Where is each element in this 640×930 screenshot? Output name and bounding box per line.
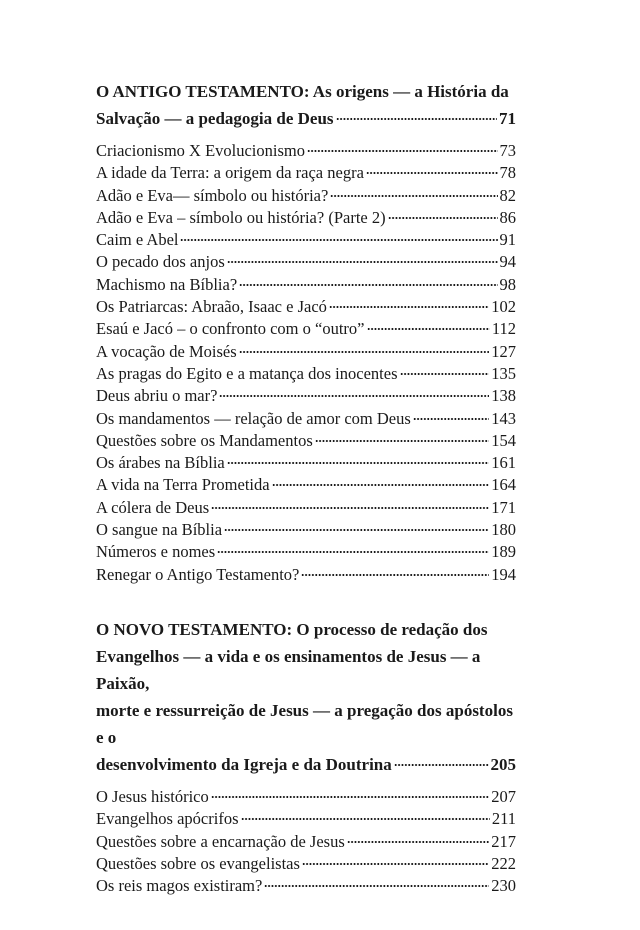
- dot-leader: [367, 327, 490, 331]
- toc-entry-title: Questões sobre a encarnação de Jesus: [96, 831, 345, 851]
- page-number: 98: [499, 274, 516, 294]
- toc-entry-title: Questões sobre os evangelistas: [96, 853, 300, 873]
- page-number: 154: [491, 430, 516, 450]
- section-heading-line: O ANTIGO TESTAMENTO: As origens — a História da: [96, 82, 509, 101]
- page-number: 94: [499, 252, 516, 272]
- section-heading-line: morte e ressurreição de Jesus — a pregação dos apóstolos e o: [96, 700, 513, 747]
- page-number: 222: [491, 853, 516, 873]
- toc-entry-title: Números e nomes: [96, 542, 216, 562]
- dot-leader: [330, 194, 497, 198]
- section-heading-line: Evangelhos — a vida e os ensinamentos de Jesus — a Paixão,: [96, 646, 481, 693]
- dot-leader: [400, 372, 490, 376]
- toc-entry[interactable]: [96, 385, 516, 407]
- toc-entry[interactable]: [96, 363, 516, 385]
- dot-leader: [239, 283, 497, 287]
- section-heading-title: Salvação — a pedagogia de Deus: [96, 109, 334, 128]
- toc-entry[interactable]: [96, 162, 516, 184]
- dot-leader: [347, 840, 489, 844]
- dot-leader: [224, 528, 489, 532]
- dot-leader: [394, 763, 489, 767]
- page-number: 135: [491, 363, 516, 383]
- toc-entry-title: O pecado dos anjos: [96, 252, 225, 272]
- dot-leader: [239, 350, 490, 354]
- dot-leader: [219, 394, 489, 398]
- table-of-contents: [96, 78, 516, 927]
- toc-entry-title: Adão e Eva – símbolo ou história? (Parte 2): [96, 207, 386, 227]
- dot-leader: [211, 506, 489, 510]
- toc-entry-title: Evangelhos apócrifos: [96, 809, 239, 829]
- toc-entry-title: O sangue na Bíblia: [96, 520, 223, 540]
- toc-entry-title: Esaú e Jacó – o confronto com o “outro”: [96, 319, 365, 339]
- page-number: 207: [491, 786, 516, 806]
- page-number: 171: [491, 497, 516, 517]
- page-number: 78: [499, 163, 516, 183]
- toc-section: [96, 78, 516, 586]
- dot-leader: [241, 817, 490, 821]
- toc-entry[interactable]: [96, 875, 516, 897]
- dot-leader: [227, 260, 498, 264]
- page-number: 217: [491, 831, 516, 851]
- page-number: 102: [491, 297, 516, 317]
- toc-entry[interactable]: [96, 207, 516, 229]
- section-heading: [96, 78, 516, 132]
- toc-entry-title: Os mandamentos — relação de amor com Deus: [96, 408, 411, 428]
- toc-entry-title: Caim e Abel: [96, 230, 179, 250]
- toc-entry-title: Questões sobre os Mandamentos: [96, 430, 313, 450]
- section-heading-title: desenvolvimento da Igreja e da Doutrina: [96, 754, 392, 774]
- toc-entry[interactable]: [96, 408, 516, 430]
- toc-entry[interactable]: [96, 519, 516, 541]
- page-number: 73: [499, 141, 516, 160]
- toc-entry[interactable]: [96, 318, 516, 340]
- toc-entry[interactable]: [96, 140, 516, 162]
- dot-leader: [336, 117, 497, 121]
- toc-entry[interactable]: [96, 474, 516, 496]
- section-heading-line: O NOVO TESTAMENTO: O processo de redação dos: [96, 619, 488, 639]
- dot-leader: [301, 573, 489, 577]
- section-heading-entry[interactable]: [96, 105, 516, 132]
- toc-entry-title: As pragas do Egito e a matança dos inocentes: [96, 363, 398, 383]
- dot-leader: [180, 238, 497, 242]
- page-number: 127: [491, 341, 516, 361]
- toc-entry-title: O Jesus histórico: [96, 786, 209, 806]
- toc-entry-title: A vida na Terra Prometida: [96, 475, 270, 495]
- section-heading: [96, 616, 516, 778]
- page-number: 82: [499, 185, 516, 205]
- dot-leader: [217, 550, 489, 554]
- section-heading-entry[interactable]: [96, 751, 516, 778]
- page-number: 189: [491, 542, 516, 562]
- page-number: 230: [491, 876, 516, 896]
- toc-entry[interactable]: [96, 274, 516, 296]
- toc-entry[interactable]: [96, 251, 516, 273]
- page-number: 138: [491, 386, 516, 406]
- toc-entry[interactable]: [96, 497, 516, 519]
- dot-leader: [388, 216, 498, 220]
- dot-leader: [211, 795, 490, 799]
- page-number: 180: [491, 520, 516, 540]
- dot-leader: [272, 483, 490, 487]
- toc-entry-title: Deus abriu o mar?: [96, 386, 218, 406]
- page-number: 205: [490, 754, 516, 774]
- toc-entry-title: Renegar o Antigo Testamento?: [96, 564, 300, 584]
- toc-entry[interactable]: [96, 229, 516, 251]
- dot-leader: [329, 305, 489, 309]
- toc-section: [96, 616, 516, 897]
- toc-entry-title: A idade da Terra: a origem da raça negra: [96, 163, 364, 183]
- toc-entry[interactable]: [96, 185, 516, 207]
- toc-entry-list: [96, 140, 516, 586]
- page-number: 211: [491, 809, 516, 829]
- toc-entry[interactable]: [96, 786, 516, 808]
- dot-leader: [366, 171, 498, 175]
- toc-entry[interactable]: [96, 452, 516, 474]
- dot-leader: [413, 417, 489, 421]
- toc-entry[interactable]: [96, 341, 516, 363]
- toc-entry[interactable]: [96, 853, 516, 875]
- dot-leader: [307, 149, 498, 153]
- dot-leader: [227, 461, 489, 465]
- page-number: 143: [491, 408, 516, 428]
- page-number: 161: [491, 453, 516, 473]
- page-number: 112: [491, 319, 516, 339]
- toc-entry-title: Os Patriarcas: Abraão, Isaac e Jacó: [96, 297, 327, 317]
- page-number: 71: [499, 109, 516, 128]
- toc-entry-title: Os árabes na Bíblia: [96, 453, 225, 473]
- dot-leader: [315, 439, 489, 443]
- page-number: 164: [491, 475, 516, 495]
- toc-entry-title: A vocação de Moisés: [96, 341, 237, 361]
- dot-leader: [302, 862, 489, 866]
- toc-entry-title: Os reis magos existiram?: [96, 876, 263, 896]
- toc-entry[interactable]: [96, 430, 516, 452]
- toc-entry[interactable]: [96, 808, 516, 830]
- toc-entry[interactable]: [96, 564, 516, 586]
- dot-leader: [264, 884, 489, 888]
- toc-entry-title: Criacionismo X Evolucionismo: [96, 141, 305, 160]
- page-number: 86: [499, 207, 516, 227]
- toc-entry-list: [96, 786, 516, 897]
- page-number: 194: [491, 564, 516, 584]
- toc-entry[interactable]: [96, 541, 516, 563]
- toc-entry-title: Machismo na Bíblia?: [96, 274, 238, 294]
- toc-entry-title: Adão e Eva— símbolo ou história?: [96, 185, 329, 205]
- toc-entry-title: A cólera de Deus: [96, 497, 210, 517]
- toc-entry[interactable]: [96, 296, 516, 318]
- page-number: 91: [499, 230, 516, 250]
- toc-entry[interactable]: [96, 831, 516, 853]
